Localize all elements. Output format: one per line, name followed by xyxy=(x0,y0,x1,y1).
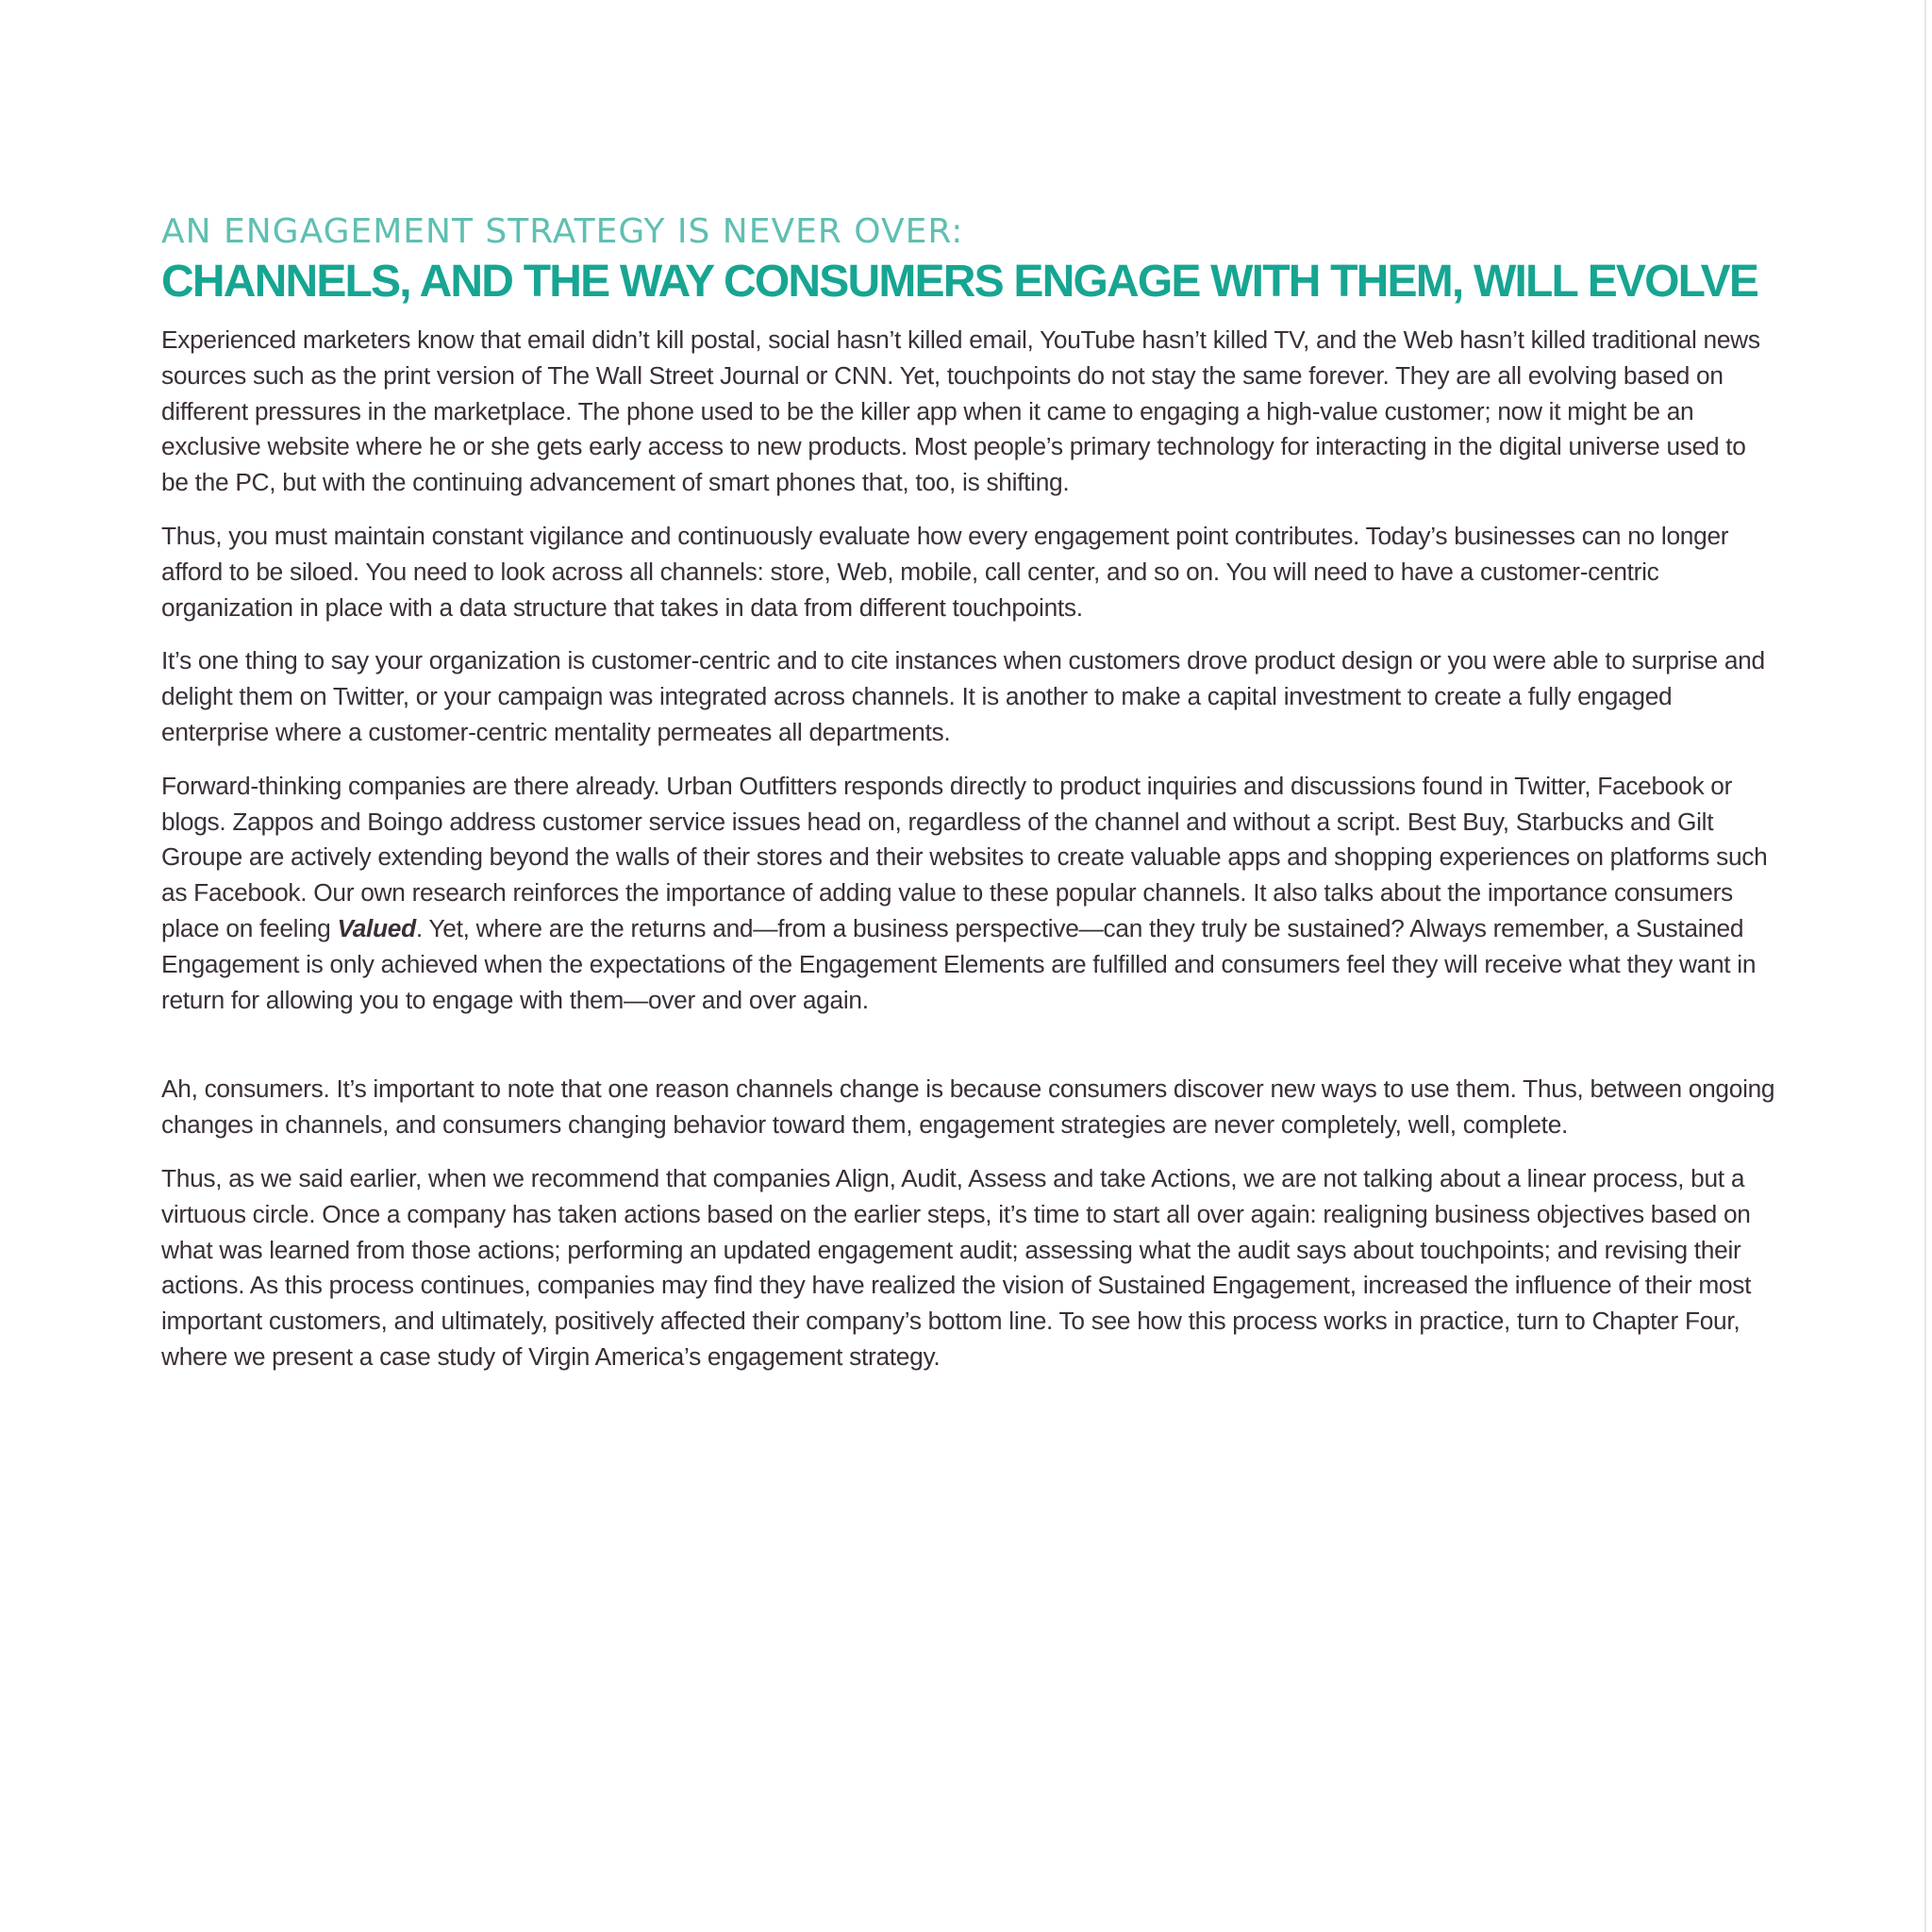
article-section xyxy=(161,209,1776,1393)
body-paragraph-6: Thus, as we said earlier, when we recommend that companies Align, Audit, Assess and take Actions, we are not talking about a linear process, but a virtuous circle. Once a company has taken actions based on the earlier steps, it’s time to start all over again: realigning business objectives based on what was learned from those actions; performing an updated engagement audit; assessing what the audit says about touchpoints; and revising their actions. As this process continues, companies may find they have realized the vision of Sustained Engagement, increased the influence of their most important customers, and ultimately, positively affected their company’s bottom line. To see how this process works in practice, turn to Chapter Four, where we present a case study of Virgin America’s engagement strategy. xyxy=(161,1163,1752,1371)
body-paragraph-3: It’s one thing to say your organization is customer-centric and to cite instances when customers drove product design or you were able to surprise and delight them on Twitter, or your campaign was integrated across channels. It is another to make a capital investment to create a fully engaged enterprise where a customer-centric mentality permeates all departments. xyxy=(161,646,1765,746)
section-kicker: AN ENGAGEMENT STRATEGY IS NEVER OVER: xyxy=(161,212,964,251)
paragraph-4-text-end: . Yet, where are the returns and—from a business perspective—can they truly be sustained? Always remember, a Sustained Engagement is only achieved when the expectations of the Engagement Elements are fulfilled and consumers feel they will receive what they want in return for allowing you to engage with them—over and over again. xyxy=(161,913,1757,1014)
body-paragraph-2: Thus, you must maintain constant vigilance and continuously evaluate how every engagement point contributes. Today’s businesses can no longer afford to be siloed. You need to look across all channels: store, Web, mobile, call center, and so on. You will need to have a customer-centric organization in place with a data structure that takes in data from different touchpoints. xyxy=(161,521,1729,622)
body-paragraph-5: Ah, consumers. It’s important to note that one reason channels change is because consumers discover new ways to use them. Thus, between ongoing changes in channels, and consumers changing behavior toward them, engagement strategies are never completely, well, complete. xyxy=(161,1074,1775,1140)
emphasis-valued: Valued xyxy=(337,913,416,942)
body-paragraph-4 xyxy=(161,769,1776,1019)
page-edge-divider xyxy=(1924,0,1926,1932)
section-headline: CHANNELS, AND THE WAY CONSUMERS ENGAGE WITH THEM, WILL EVOLVE xyxy=(161,257,1758,307)
body-paragraph-1: Experienced marketers know that email didn’t kill postal, social hasn’t killed email, YouTube hasn’t killed TV, and the Web hasn’t killed traditional news sources such as the print version of The Wall Street Journal or CNN. Yet, touchpoints do not stay the same forever. They are all evolving based on different pressures in the marketplace. The phone used to be the killer app when it came to engaging a high-value customer; now it might be an exclusive website where he or she gets early access to new products. Most people’s primary technology for interacting in the digital universe used to be the PC, but with the continuing advancement of smart phones that, too, is shifting. xyxy=(161,325,1760,497)
paragraph-4-text-start: Forward-thinking companies are there already. Urban Outfitters responds directly to product inquiries and discussions found in Twitter, Facebook or blogs. Zappos and Boingo address customer service issues head on, regardless of the channel and without a script. Best Buy, Starbucks and Gilt Groupe are actively extending beyond the walls of their stores and their websites to create valuable apps and shopping experiences on platforms such as Facebook. Our own research reinforces the importance of adding value to these popular channels. It also talks about the importance consumers place on feeling xyxy=(161,771,1768,942)
